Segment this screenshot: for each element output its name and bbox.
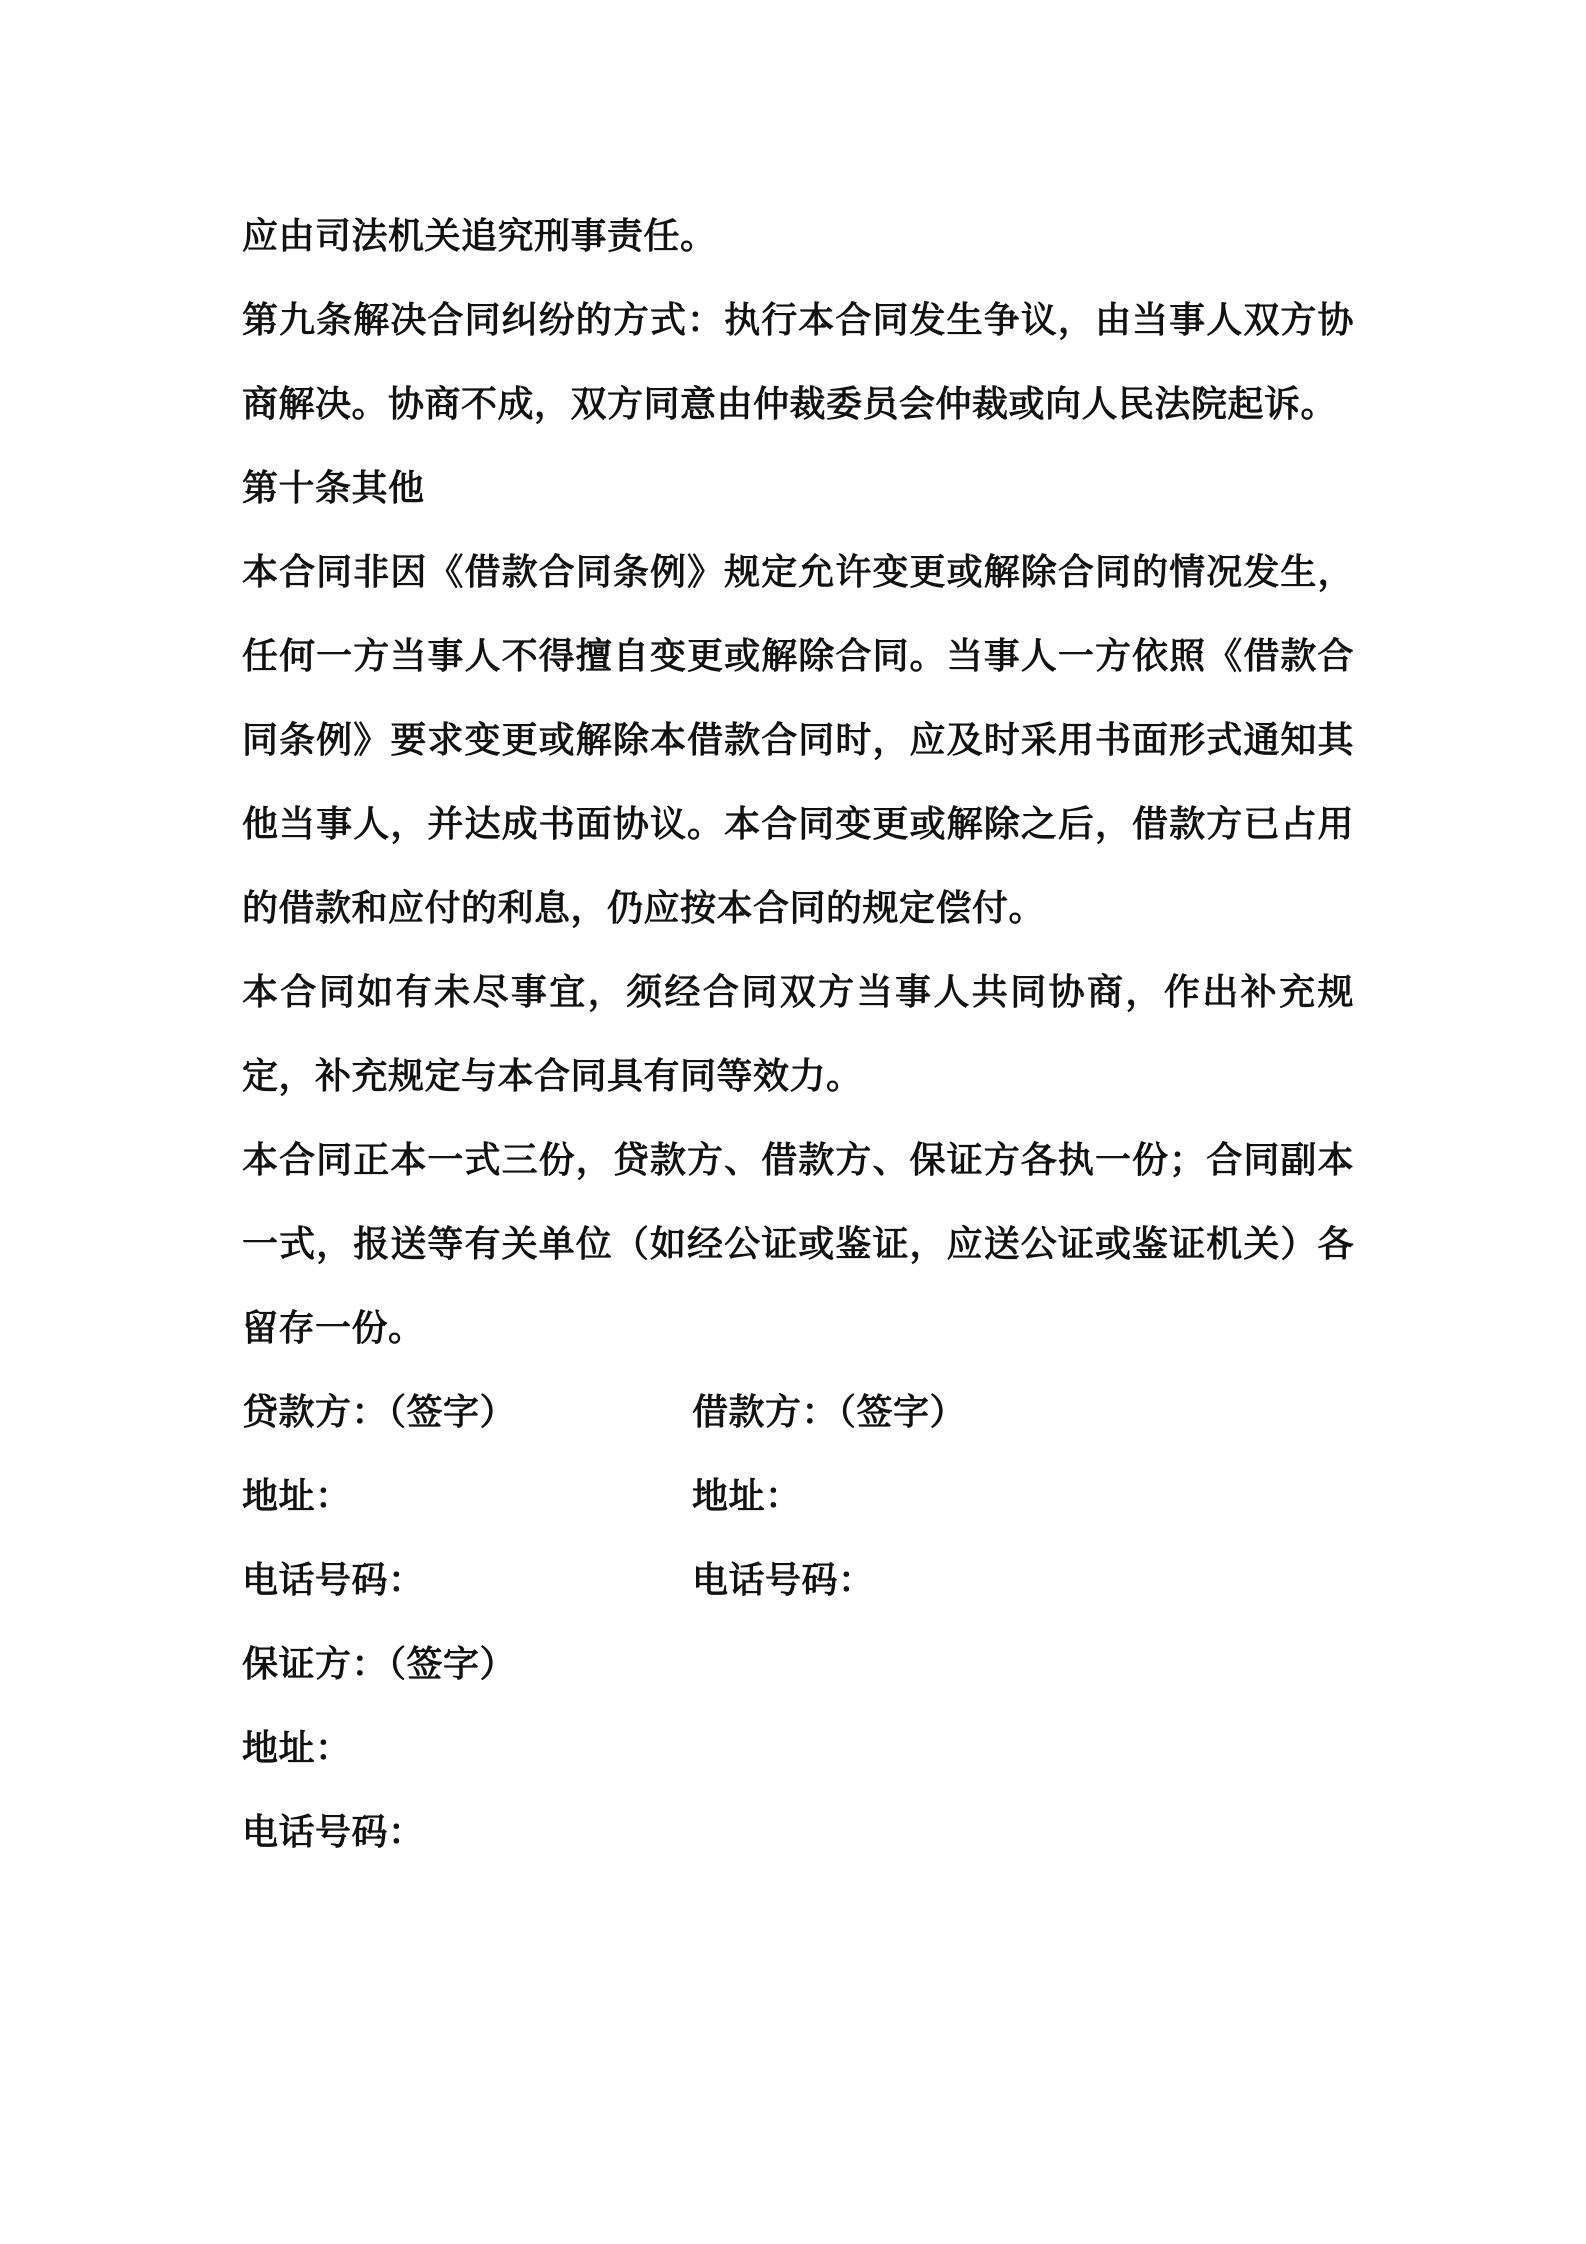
borrower-address-label: 地址： (692, 1476, 802, 1517)
guarantor-phone-label: 电话号码： (242, 1812, 425, 1853)
signature-row-guarantor-phone (242, 1791, 1354, 1875)
borrower-signature-label: 借款方：（签字） (692, 1392, 967, 1433)
borrower-phone-label: 电话号码： (692, 1560, 875, 1601)
guarantor-signature-label: 保证方：（签字） (242, 1644, 517, 1685)
paragraph-contract-copies: 本合同正本一式三份，贷款方、借款方、保证方各执一份；合同副本一式，报送等有关单位（如经公证或鉴证，应送公证或鉴证机关）各留存一份。 (242, 1140, 1354, 1349)
signature-block (242, 1371, 1354, 1875)
paragraph-supplementary-provisions: 本合同如有未尽事宜，须经合同双方当事人共同协商，作出补充规定，补充规定与本合同具有同等效力。 (242, 972, 1354, 1097)
signature-row-sign (242, 1371, 1354, 1455)
lender-address-label: 地址： (242, 1476, 352, 1517)
lender-phone-label: 电话号码： (242, 1560, 425, 1601)
signature-row-phone (242, 1539, 1354, 1623)
signature-row-guarantor-sign (242, 1623, 1354, 1707)
heading-article-10-other: 第十条其他 (242, 468, 425, 509)
contract-page (242, 195, 1354, 1875)
lender-signature-label: 贷款方：（签字） (242, 1392, 517, 1433)
paragraph-article-9-dispute-resolution: 第九条解决合同纠纷的方式：执行本合同发生争议，由当事人双方协商解决。协商不成，双方同意由仲裁委员会仲裁或向人民法院起诉。 (242, 300, 1354, 425)
signature-row-guarantor-address (242, 1707, 1354, 1791)
signature-row-address (242, 1455, 1354, 1539)
paragraph-criminal-liability: 应由司法机关追究刑事责任。 (242, 216, 717, 257)
guarantor-address-label: 地址： (242, 1728, 352, 1769)
paragraph-contract-modification: 本合同非因《借款合同条例》规定允许变更或解除合同的情况发生，任何一方当事人不得擅自变更或解除合同。当事人一方依照《借款合同条例》要求变更或解除本借款合同时，应及时采用书面形式通知其他当事人，并达成书面协议。本合同变更或解除之后，借款方已占用的借款和应付的利息，仍应按本合同的规定偿付。 (242, 552, 1354, 929)
